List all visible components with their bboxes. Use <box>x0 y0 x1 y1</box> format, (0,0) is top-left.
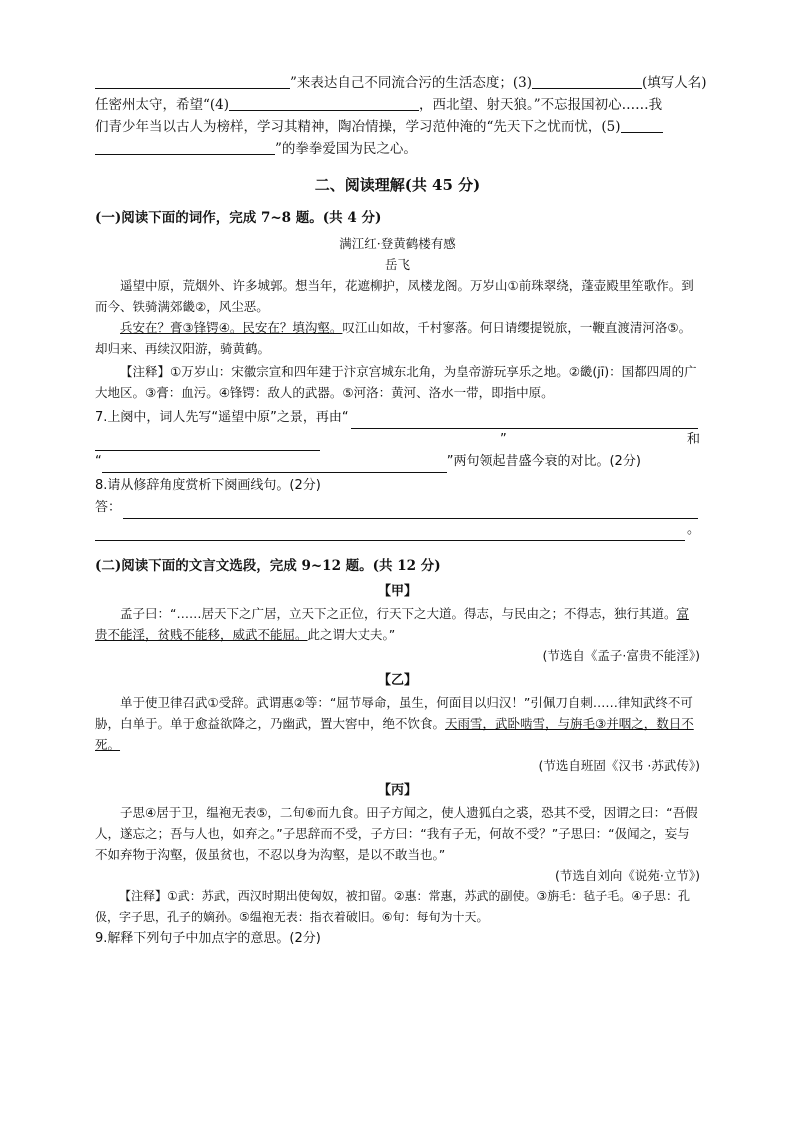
poem-paragraph-2: 兵安在？膏③锋锷④。民安在？填沟壑。叹江山如故，千村寥落。何日请缨提锐旅，一鞭直渡清河洛⑤。却归来、再续汉阳游，骑黄鹤。 <box>95 320 692 356</box>
fill-line-2: 任密州太守，希望“(4) ，西北望、射天狼。”不忘报国初心……我 <box>95 97 663 113</box>
passage-jia-label: 【甲】 <box>377 584 417 599</box>
question-9: 9.解释下列句子中加点字的意思。(2分) <box>95 931 321 946</box>
answer-blank[interactable] <box>532 73 642 89</box>
exam-page <box>95 72 707 950</box>
answer-blank[interactable] <box>95 524 685 541</box>
answer-blank[interactable] <box>351 412 698 429</box>
answer-blank[interactable] <box>95 73 290 89</box>
poem-title: 满江红·登黄鹤楼有感 <box>339 236 456 251</box>
question-7-line-1: 7.上阕中，词人先写“遥望中原”之景，再由“ <box>95 407 700 429</box>
passage-bing: 子思④居于卫，缊袍无表⑤，二旬⑥而九食。田子方闻之，使人遗狐白之裘，恐其不受，因谓之曰：“吾假人，遂忘之；吾与人也，如弃之。”子思辞而不受，子方曰：“我有子无，何故不受？”子思曰：“伋闻之，妄与不如弃物于沟壑，伋虽贫也，不忍以身为沟壑，是以不敢当也。” <box>95 805 698 862</box>
part2-heading: (二)阅读下面的文言文选段，完成 9~12 题。(共 12 分) <box>95 558 441 574</box>
question-8: 8.请从修辞角度赏析下阕画线句。(2分) <box>95 478 321 493</box>
underlined-sentence: 兵安在？膏③锋锷④。民安在？填沟壑。 <box>120 320 343 335</box>
passage-bing-label: 【丙】 <box>377 783 417 798</box>
passage-yi: 单于使卫律召武①受辞。武谓惠②等：“屈节辱命，虽生，何面目以归汉！”引佩刀自刺……律知武终不可胁，白单于。单于愈益欲降之，乃幽武，置大窖中，绝不饮食。天雨雪，武卧啮雪，与旃毛③并咽之，数日不死。 <box>95 695 694 752</box>
passage-notes: 【注释】①武：苏武，西汉时期出使匈奴，被扣留。②惠：常惠，苏武的副使。③旃毛：毡子毛。④子思：孔伋，字子思，孔子的嫡孙。⑤缊袍无表：指衣着破旧。⑥旬：每旬为十天。 <box>95 889 691 924</box>
question-7-line-3: “ ”两句领起昔盛今衰的对比。(2分) <box>95 451 700 473</box>
poem-paragraph-1: 遥望中原，荒烟外、许多城郭。想当年，花遮柳护，凤楼龙阁。万岁山①前珠翠绕，蓬壶殿里笙歌作。到而今、铁骑满郊畿②，风尘恶。 <box>95 278 694 314</box>
underlined-sentence: 富贵不能淫，贫贱不能移，威武不能屈。 <box>95 606 689 642</box>
question-7-line-2: ” 和 <box>95 429 700 451</box>
question-8-answer-2: 。 <box>95 519 700 541</box>
section-title: 二、阅读理解(共 45 分) <box>314 176 481 194</box>
answer-blank[interactable] <box>621 117 663 133</box>
answer-blank[interactable] <box>102 457 447 473</box>
answer-blank[interactable] <box>95 139 275 155</box>
passage-jia-source: (节选自《孟子·富贵不能淫》) <box>542 648 700 663</box>
poem-notes: 【注释】①万岁山：宋徽宗宣和四年建于汴京宫城东北角，为皇帝游玩享乐之地。②畿(jī)：国都四周的广大地区。③膏：血污。④锋锷：敌人的武器。⑤河洛：黄河、洛水一带，即指中原。 <box>95 364 697 400</box>
answer-blank[interactable] <box>229 95 419 111</box>
question-8-answer-1: 答： <box>95 497 700 519</box>
passage-jia: 孟子曰：“……居天下之广居，立天下之正位，行天下之大道。得志，与民由之；不得志，独行其道。富贵不能淫，贫贱不能移，威武不能屈。此之谓大丈夫。” <box>95 606 689 642</box>
passage-yi-source: (节选自班固《汉书 ·苏武传》) <box>538 758 700 773</box>
underlined-sentence: 天雨雪，武卧啮雪，与旃毛③并咽之，数日不死。 <box>95 716 694 752</box>
answer-blank[interactable] <box>95 435 320 451</box>
poem-author: 岳飞 <box>384 257 410 272</box>
fill-line-1: ”来表达自己不同流合污的生活态度；(3) (填写人名) <box>95 72 700 94</box>
passage-bing-source: (节选自刘向《说苑·立节》) <box>555 868 700 883</box>
fill-line-3: 们青少年当以古人为榜样，学习其精神，陶冶情操，学习范仲淹的“先天下之忧而忧，(5) <box>95 116 700 138</box>
fill-line-4: ”的拳拳爱国为民之心。 <box>95 138 700 160</box>
part1-heading: (一)阅读下面的词作，完成 7~8 题。(共 4 分) <box>95 210 382 226</box>
answer-blank[interactable] <box>123 502 698 519</box>
passage-yi-label: 【乙】 <box>377 673 417 688</box>
